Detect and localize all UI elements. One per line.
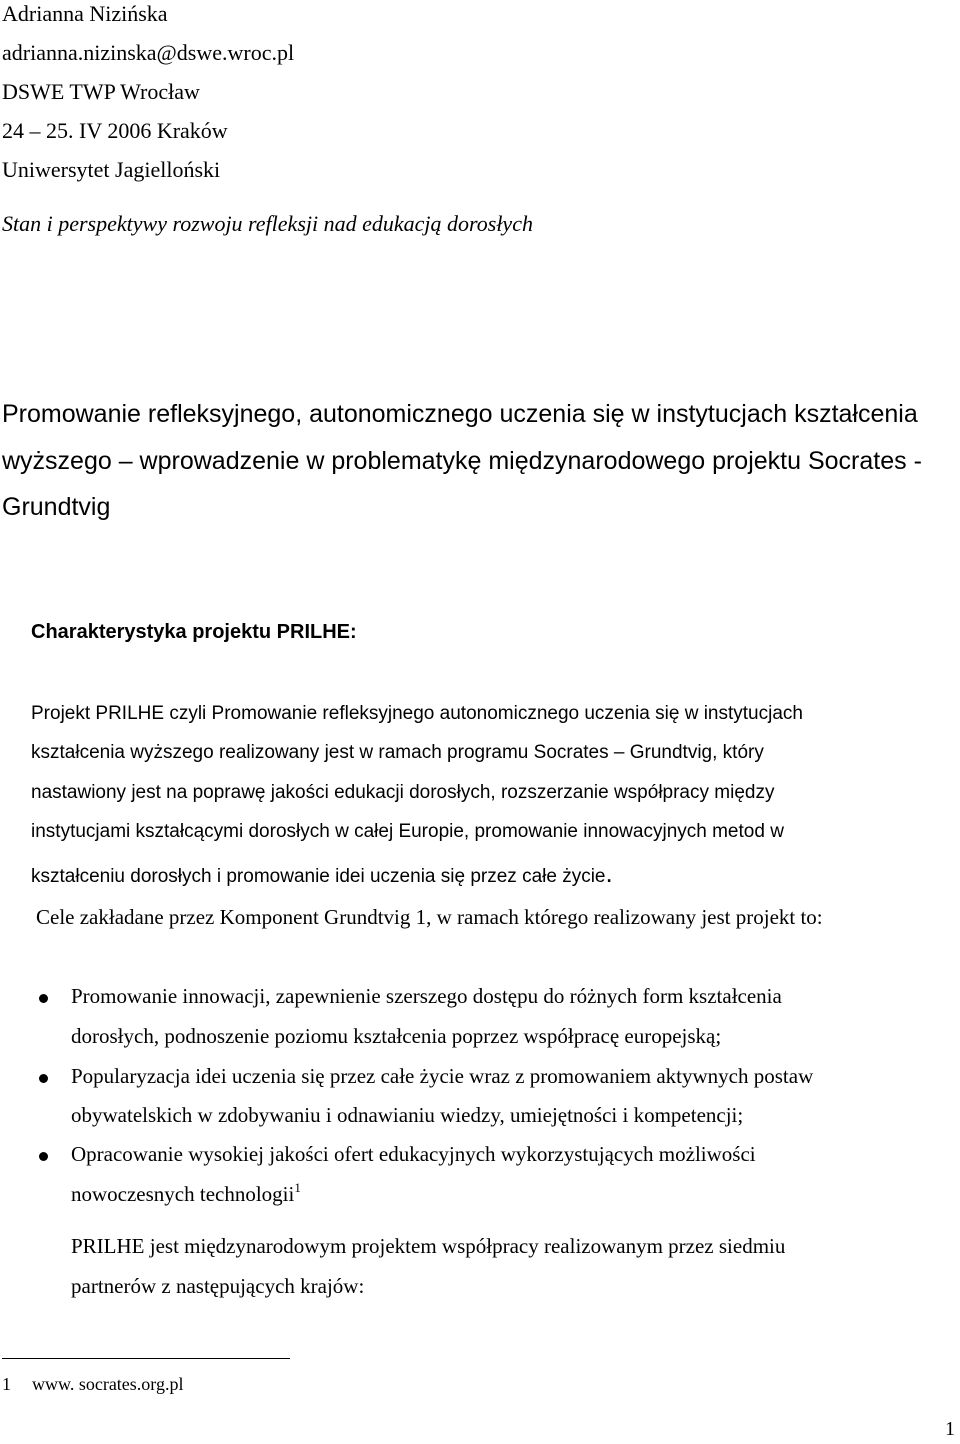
bullet-line: Popularyzacja idei uczenia się przez całe życie wraz z promowaniem aktywnych postaw bbox=[71, 1064, 814, 1088]
bullet-line: obywatelskich w zdobywaniu i odnawianiu wiedzy, umiejętności i kompetencji; bbox=[71, 1103, 744, 1127]
document-title-line: Grundtvig bbox=[2, 493, 111, 521]
section-heading: Charakterystyka projektu PRILHE: bbox=[31, 621, 357, 643]
bullet-dot bbox=[39, 1074, 48, 1083]
paragraph-line-last bbox=[31, 858, 613, 889]
conference-title: Stan i perspektywy rozwoju refleksji nad edukacją dorosłych bbox=[2, 211, 533, 236]
partners-line: PRILHE jest międzynarodowym projektem współpracy realizowanym przez siedmiu bbox=[71, 1234, 786, 1258]
bullet-line-last bbox=[71, 1181, 301, 1207]
paragraph-line: instytucjami kształcącymi dorosłych w całej Europie, promowanie innowacyjnych metod w bbox=[31, 821, 784, 842]
bullet-line: Opracowanie wysokiej jakości ofert edukacyjnych wykorzystujących możliwości bbox=[71, 1142, 756, 1166]
author-name: Adrianna Nizińska bbox=[2, 1, 168, 26]
bullet-line-text: nowoczesnych technologii bbox=[71, 1182, 295, 1206]
document-title-line: Promowanie refleksyjnego, autonomicznego uczenia się w instytucjach kształcenia bbox=[2, 400, 918, 428]
footnote-number: 1 bbox=[2, 1374, 11, 1394]
bullet-line: Promowanie innowacji, zapewnienie szerszego dostępu do różnych form kształcenia bbox=[71, 984, 782, 1008]
footnote bbox=[2, 1373, 183, 1395]
partners-line: partnerów z następujących krajów: bbox=[71, 1274, 365, 1298]
footnote-separator bbox=[2, 1358, 290, 1359]
paragraph-line: Projekt PRILHE czyli Promowanie refleksyjnego autonomicznego uczenia się w instytucjach bbox=[31, 703, 803, 724]
footnote-reference[interactable]: 1 bbox=[294, 1180, 301, 1195]
document-title-line: wyższego – wprowadzenie w problematykę międzynarodowego projektu Socrates - bbox=[2, 447, 922, 475]
bullet-line: dorosłych, podnoszenie poziomu kształcenia poprzez współpracę europejską; bbox=[71, 1024, 722, 1048]
footnote-link[interactable]: www. socrates.org.pl bbox=[32, 1374, 184, 1394]
date-place: 24 – 25. IV 2006 Kraków bbox=[2, 118, 228, 143]
author-email: adrianna.nizinska@dswe.wroc.pl bbox=[2, 40, 295, 65]
bullet-dot bbox=[39, 994, 48, 1003]
institution: DSWE TWP Wrocław bbox=[2, 79, 200, 104]
paragraph-line-text: kształceniu dorosłych i promowanie idei uczenia się przez całe życie bbox=[31, 866, 606, 887]
paragraph-end-mark: . bbox=[605, 858, 613, 888]
paragraph-line: kształcenia wyższego realizowany jest w ramach programu Socrates – Grundtvig, który bbox=[31, 742, 764, 763]
university: Uniwersytet Jagielloński bbox=[2, 157, 221, 182]
paragraph-line: nastawiony jest na poprawę jakości edukacji dorosłych, rozszerzanie współpracy między bbox=[31, 782, 775, 803]
bullet-dot bbox=[39, 1152, 48, 1161]
page-number: 1 bbox=[945, 1418, 955, 1440]
goals-intro: Cele zakładane przez Komponent Grundtvig 1, w ramach którego realizowany jest projekt to: bbox=[36, 905, 823, 929]
